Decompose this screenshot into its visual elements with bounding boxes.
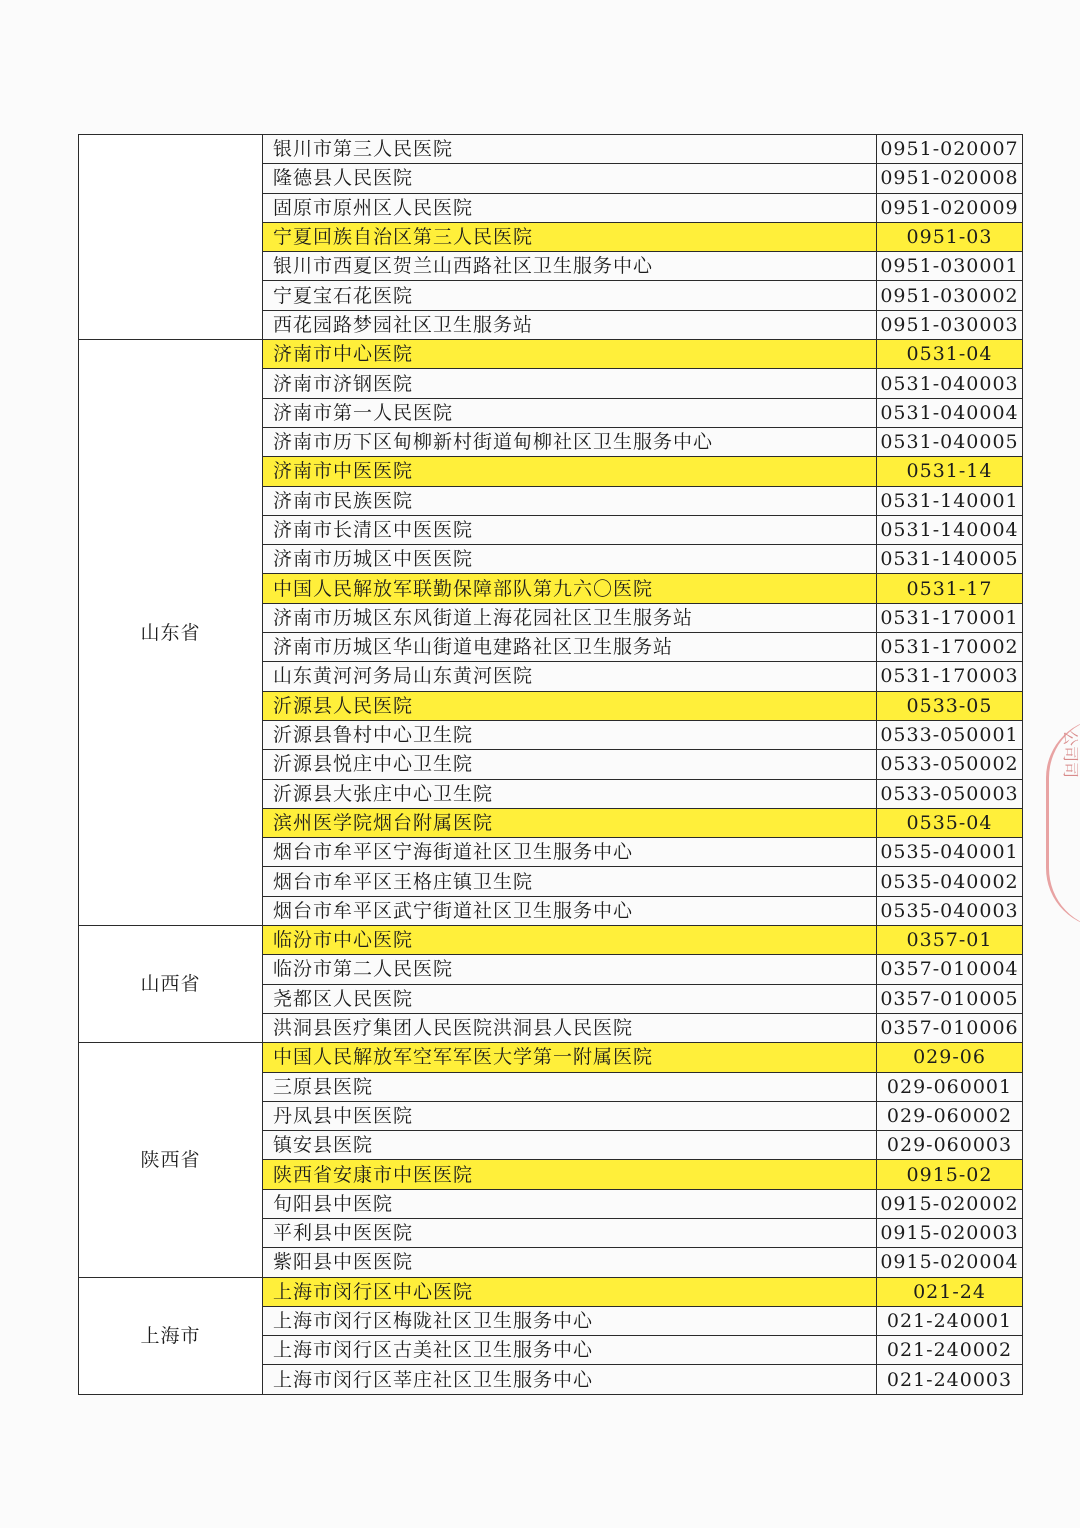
hospital-name-cell: 平利县中医医院 xyxy=(263,1218,877,1247)
hospital-name-cell: 临汾市中心医院 xyxy=(263,926,877,955)
hospital-name-cell: 银川市西夏区贺兰山西路社区卫生服务中心 xyxy=(263,252,877,281)
hospital-name-cell: 临汾市第二人民医院 xyxy=(263,955,877,984)
hospital-code-cell: 029-060002 xyxy=(877,1101,1023,1130)
hospital-name-cell: 丹凤县中医医院 xyxy=(263,1101,877,1130)
hospital-name-cell: 济南市历下区甸柳新村街道甸柳社区卫生服务中心 xyxy=(263,427,877,456)
hospital-name-cell: 隆德县人民医院 xyxy=(263,164,877,193)
hospital-code-cell: 0533-050001 xyxy=(877,720,1023,749)
hospital-code-cell: 0531-140001 xyxy=(877,486,1023,515)
hospital-name-cell: 济南市第一人民医院 xyxy=(263,398,877,427)
province-cell xyxy=(79,135,263,340)
hospital-code-cell: 0357-010005 xyxy=(877,984,1023,1013)
hospital-code-cell: 029-06 xyxy=(877,1043,1023,1072)
hospital-name-cell: 沂源县悦庄中心卫生院 xyxy=(263,750,877,779)
hospital-code-cell: 0531-140004 xyxy=(877,515,1023,544)
hospital-name-cell: 三原县医院 xyxy=(263,1072,877,1101)
hospital-name-cell: 宁夏宝石花医院 xyxy=(263,281,877,310)
hospital-code-cell: 029-060001 xyxy=(877,1072,1023,1101)
hospital-name-cell: 西花园路梦园社区卫生服务站 xyxy=(263,310,877,339)
hospital-code-cell: 0535-040002 xyxy=(877,867,1023,896)
hospital-code-cell: 0531-170001 xyxy=(877,603,1023,632)
hospital-name-cell: 济南市民族医院 xyxy=(263,486,877,515)
hospital-table-container xyxy=(78,134,1022,1395)
hospital-code-cell: 0951-030003 xyxy=(877,310,1023,339)
hospital-name-cell: 济南市长清区中医医院 xyxy=(263,515,877,544)
table-row xyxy=(79,340,1023,369)
hospital-code-cell: 0357-010006 xyxy=(877,1013,1023,1042)
hospital-name-cell: 固原市原州区人民医院 xyxy=(263,193,877,222)
hospital-code-cell: 0915-020004 xyxy=(877,1248,1023,1277)
hospital-code-cell: 0951-030001 xyxy=(877,252,1023,281)
hospital-code-cell: 0533-050003 xyxy=(877,779,1023,808)
hospital-code-cell: 0915-020003 xyxy=(877,1218,1023,1247)
hospital-code-cell: 0533-05 xyxy=(877,691,1023,720)
table-row xyxy=(79,926,1023,955)
hospital-name-cell: 上海市闵行区中心医院 xyxy=(263,1277,877,1306)
hospital-name-cell: 紫阳县中医医院 xyxy=(263,1248,877,1277)
hospital-name-cell: 烟台市牟平区武宁街道社区卫生服务中心 xyxy=(263,896,877,925)
hospital-name-cell: 烟台市牟平区王格庄镇卫生院 xyxy=(263,867,877,896)
hospital-name-cell: 沂源县人民医院 xyxy=(263,691,877,720)
province-cell: 陕西省 xyxy=(79,1043,263,1277)
hospital-name-cell: 山东黄河河务局山东黄河医院 xyxy=(263,662,877,691)
hospital-code-cell: 0531-14 xyxy=(877,457,1023,486)
hospital-code-cell: 029-060003 xyxy=(877,1131,1023,1160)
hospital-code-cell: 0531-04 xyxy=(877,340,1023,369)
hospital-code-cell: 0535-04 xyxy=(877,808,1023,837)
table-row xyxy=(79,135,1023,164)
hospital-code-cell: 0531-170002 xyxy=(877,633,1023,662)
hospital-name-cell: 银川市第三人民医院 xyxy=(263,135,877,164)
hospital-code-cell: 021-240002 xyxy=(877,1336,1023,1365)
hospital-code-cell: 0531-17 xyxy=(877,574,1023,603)
hospital-name-cell: 洪洞县医疗集团人民医院洪洞县人民医院 xyxy=(263,1013,877,1042)
hospital-code-cell: 021-240001 xyxy=(877,1306,1023,1335)
hospital-code-cell: 0531-040004 xyxy=(877,398,1023,427)
province-cell: 上海市 xyxy=(79,1277,263,1394)
hospital-code-cell: 0357-01 xyxy=(877,926,1023,955)
hospital-code-cell: 0531-040005 xyxy=(877,427,1023,456)
hospital-name-cell: 济南市济钢医院 xyxy=(263,369,877,398)
hospital-code-cell: 0531-140005 xyxy=(877,545,1023,574)
hospital-code-cell: 0357-010004 xyxy=(877,955,1023,984)
hospital-code-cell: 0951-030002 xyxy=(877,281,1023,310)
hospital-code-cell: 0915-02 xyxy=(877,1160,1023,1189)
hospital-code-cell: 021-240003 xyxy=(877,1365,1023,1394)
hospital-name-cell: 烟台市牟平区宁海街道社区卫生服务中心 xyxy=(263,838,877,867)
hospital-code-cell: 0951-020009 xyxy=(877,193,1023,222)
hospital-code-cell: 021-24 xyxy=(877,1277,1023,1306)
hospital-name-cell: 陕西省安康市中医医院 xyxy=(263,1160,877,1189)
hospital-code-cell: 0531-040003 xyxy=(877,369,1023,398)
hospital-name-cell: 上海市闵行区莘庄社区卫生服务中心 xyxy=(263,1365,877,1394)
hospital-name-cell: 沂源县大张庄中心卫生院 xyxy=(263,779,877,808)
hospital-code-cell: 0535-040001 xyxy=(877,838,1023,867)
hospital-name-cell: 宁夏回族自治区第三人民医院 xyxy=(263,222,877,251)
hospital-name-cell: 镇安县医院 xyxy=(263,1131,877,1160)
hospital-name-cell: 济南市历城区东风街道上海花园社区卫生服务站 xyxy=(263,603,877,632)
hospital-name-cell: 济南市历城区华山街道电建路社区卫生服务站 xyxy=(263,633,877,662)
seal-stamp-text: 公司司 xyxy=(1061,730,1080,779)
hospital-name-cell: 中国人民解放军空军军医大学第一附属医院 xyxy=(263,1043,877,1072)
hospital-name-cell: 旬阳县中医院 xyxy=(263,1189,877,1218)
hospital-name-cell: 滨州医学院烟台附属医院 xyxy=(263,808,877,837)
hospital-name-cell: 济南市中医医院 xyxy=(263,457,877,486)
province-cell: 山东省 xyxy=(79,340,263,926)
hospital-name-cell: 沂源县鲁村中心卫生院 xyxy=(263,720,877,749)
hospital-name-cell: 中国人民解放军联勤保障部队第九六〇医院 xyxy=(263,574,877,603)
hospital-name-cell: 济南市历城区中医医院 xyxy=(263,545,877,574)
hospital-code-cell: 0915-020002 xyxy=(877,1189,1023,1218)
hospital-table xyxy=(78,134,1023,1395)
hospital-name-cell: 尧都区人民医院 xyxy=(263,984,877,1013)
hospital-code-cell: 0951-020008 xyxy=(877,164,1023,193)
hospital-name-cell: 上海市闵行区古美社区卫生服务中心 xyxy=(263,1336,877,1365)
hospital-table-body xyxy=(79,135,1023,1395)
hospital-name-cell: 上海市闵行区梅陇社区卫生服务中心 xyxy=(263,1306,877,1335)
hospital-code-cell: 0531-170003 xyxy=(877,662,1023,691)
province-cell: 山西省 xyxy=(79,926,263,1043)
table-row xyxy=(79,1043,1023,1072)
hospital-code-cell: 0533-050002 xyxy=(877,750,1023,779)
hospital-code-cell: 0951-020007 xyxy=(877,135,1023,164)
table-row xyxy=(79,1277,1023,1306)
hospital-code-cell: 0951-03 xyxy=(877,222,1023,251)
hospital-code-cell: 0535-040003 xyxy=(877,896,1023,925)
hospital-name-cell: 济南市中心医院 xyxy=(263,340,877,369)
